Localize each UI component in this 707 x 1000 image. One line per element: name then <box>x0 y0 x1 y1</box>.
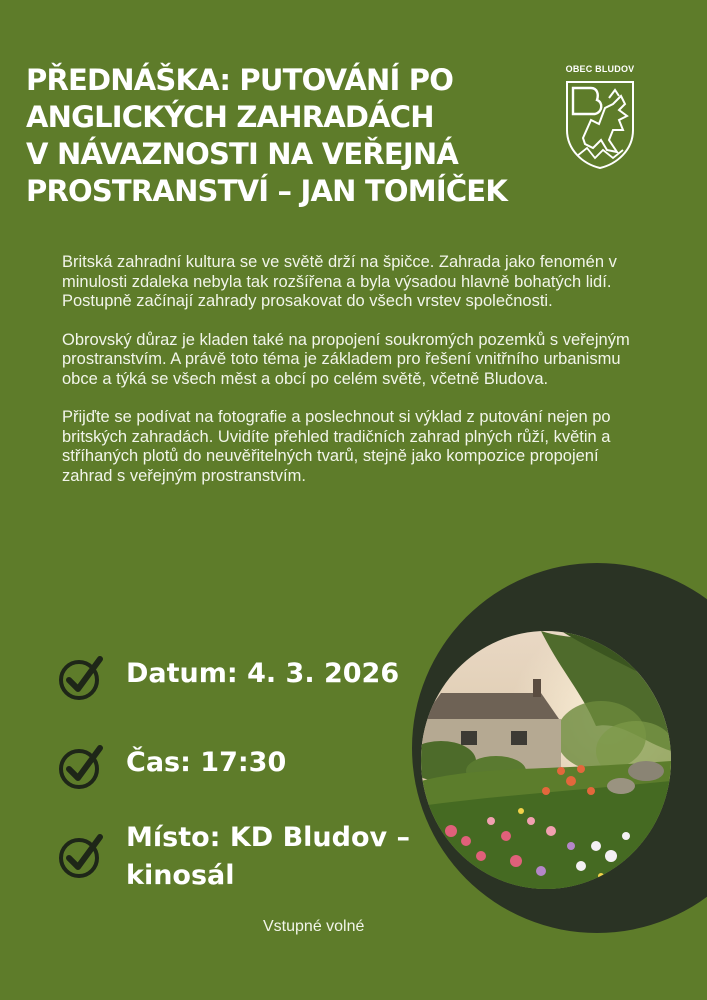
title-line: V NÁVAZNOSTI NA VEŘEJNÁ <box>26 137 459 171</box>
paragraph: Přijďte se podívat na fotografie a poslechnout si výklad z putování nejen po britských zahradách. Uvidíte přehled tradičních zahrad plných růží, květin a stříhaných plotů do neuvěřitelných tvarů, stejně jako kompozice propojení zahrad s veřejným prostranstvím. <box>62 408 611 485</box>
place-line: kinosál <box>126 860 235 891</box>
event-place <box>126 819 410 895</box>
coat-of-arms-lion-icon <box>563 78 637 170</box>
entry-note: Vstupné volné <box>263 918 365 935</box>
title-line: ANGLICKÝCH ZAHRADÁCH <box>26 100 434 134</box>
poster-title <box>26 62 556 210</box>
municipality-logo <box>560 64 640 174</box>
place-line: Místo: KD Bludov – <box>126 822 411 853</box>
description <box>62 253 652 505</box>
event-date: Datum: 4. 3. 2026 <box>126 658 400 689</box>
paragraph: Britská zahradní kultura se ve světě drží na špičce. Zahrada jako fenomén v minulosti zdaleka nebyla tak rozšířena a byla výsadou hlavně bohatých lidí. Postupně začínají zahrady prosakovat do všech vrstev společnosti. <box>62 253 617 310</box>
garden-cottage-illustration <box>421 631 671 889</box>
check-circle-icon <box>58 744 104 790</box>
logo-label: OBEC BLUDOV <box>565 64 635 74</box>
paragraph: Obrovský důraz je kladen také na propojení soukromých pozemků s veřejným prostranstvím. A právě toto téma je základem pro řešení vnitřního urbanismu obce a týká se všech měst a obcí po celém světě, včetně Bludova. <box>62 330 630 388</box>
event-time: Čas: 17:30 <box>126 747 287 778</box>
garden-cottage-photo <box>421 631 671 889</box>
title-line: PROSTRANSTVÍ – JAN TOMÍČEK <box>26 174 507 208</box>
check-circle-icon <box>58 833 104 879</box>
check-circle-icon <box>58 655 104 701</box>
title-line: PŘEDNÁŠKA: PUTOVÁNÍ PO <box>26 63 454 97</box>
